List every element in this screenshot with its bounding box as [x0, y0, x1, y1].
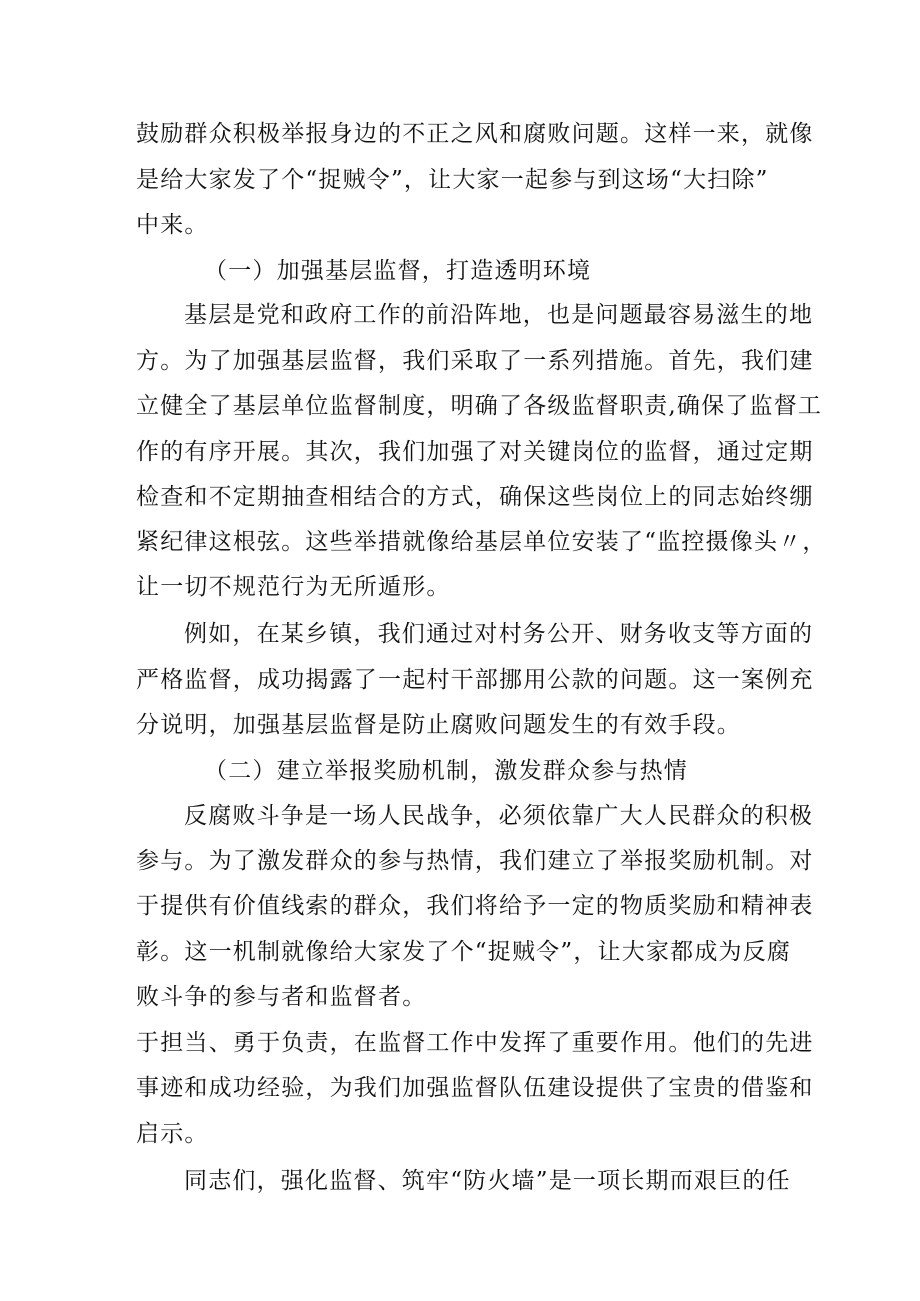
- text-line-12: 例如，在某乡镇，我们通过对村务公开、财务收支等方面的: [184, 621, 814, 647]
- text-line-5: 基层是党和政府工作的前沿阵地，也是问题最容易滋生的地: [184, 302, 814, 328]
- text-line-1: 鼓励群众积极举报身边的不正之风和腐败问题。这样一来，就像: [136, 121, 814, 147]
- text-line-18: 于提供有价值线索的群众，我们将给予一定的物质奖励和精神表: [136, 893, 814, 919]
- text-line-20: 败斗争的参与者和监督者。: [136, 984, 427, 1010]
- text-line-2: 是给大家发了个“捉贼令”，让大家一起参与到这场“大扫除”: [136, 167, 769, 193]
- text-line-24: 同志们，强化监督、筑牢“防火墙”是一项长期而艰巨的任: [184, 1168, 791, 1194]
- section-heading-1: （一）加强基层监督，打造透明环境: [204, 258, 592, 284]
- text-line-13: 严格监督，成功揭露了一起村干部挪用公款的问题。这一案例充: [136, 667, 814, 693]
- text-line-8: 作的有序开展。其次，我们加强了对关键岗位的监督，通过定期: [136, 439, 814, 465]
- text-line-10: 紧纪律这根弦。这些举措就像给基层单位安装了“监控摄像头〃，: [136, 529, 827, 555]
- section-heading-2: （二）建立举报奖励机制，激发群众参与热情: [204, 758, 688, 784]
- text-line-14: 分说明，加强基层监督是防止腐败问题发生的有效手段。: [136, 712, 741, 738]
- text-line-3: 中来。: [136, 212, 209, 238]
- text-line-17: 参与。为了激发群众的参与热情，我们建立了举报奖励机制。对: [136, 848, 814, 874]
- text-line-21: 于担当、勇于负责，在监督工作中发挥了重要作用。他们的先进: [136, 1030, 814, 1056]
- text-line-7: 立健全了基层单位监督制度，明确了各级监督职责,确保了监督工: [136, 393, 823, 419]
- text-line-23: 启示。: [136, 1121, 209, 1147]
- text-line-16: 反腐败斗争是一场人民战争，必须依靠广大人民群众的积极: [184, 803, 814, 829]
- text-line-19: 彰。这一机制就像给大家发了个“捉贼令”，让大家都成为反腐: [136, 939, 792, 965]
- text-line-11: 让一切不规范行为无所遁形。: [136, 574, 451, 600]
- text-line-6: 方。为了加强基层监督，我们采取了一系列措施。首先，我们建: [136, 348, 814, 374]
- text-line-9: 检查和不定期抽查相结合的方式，确保这些岗位上的同志始终绷: [136, 484, 814, 510]
- text-line-22: 事迹和成功经验，为我们加强监督队伍建设提供了宝贵的借鉴和: [136, 1075, 814, 1101]
